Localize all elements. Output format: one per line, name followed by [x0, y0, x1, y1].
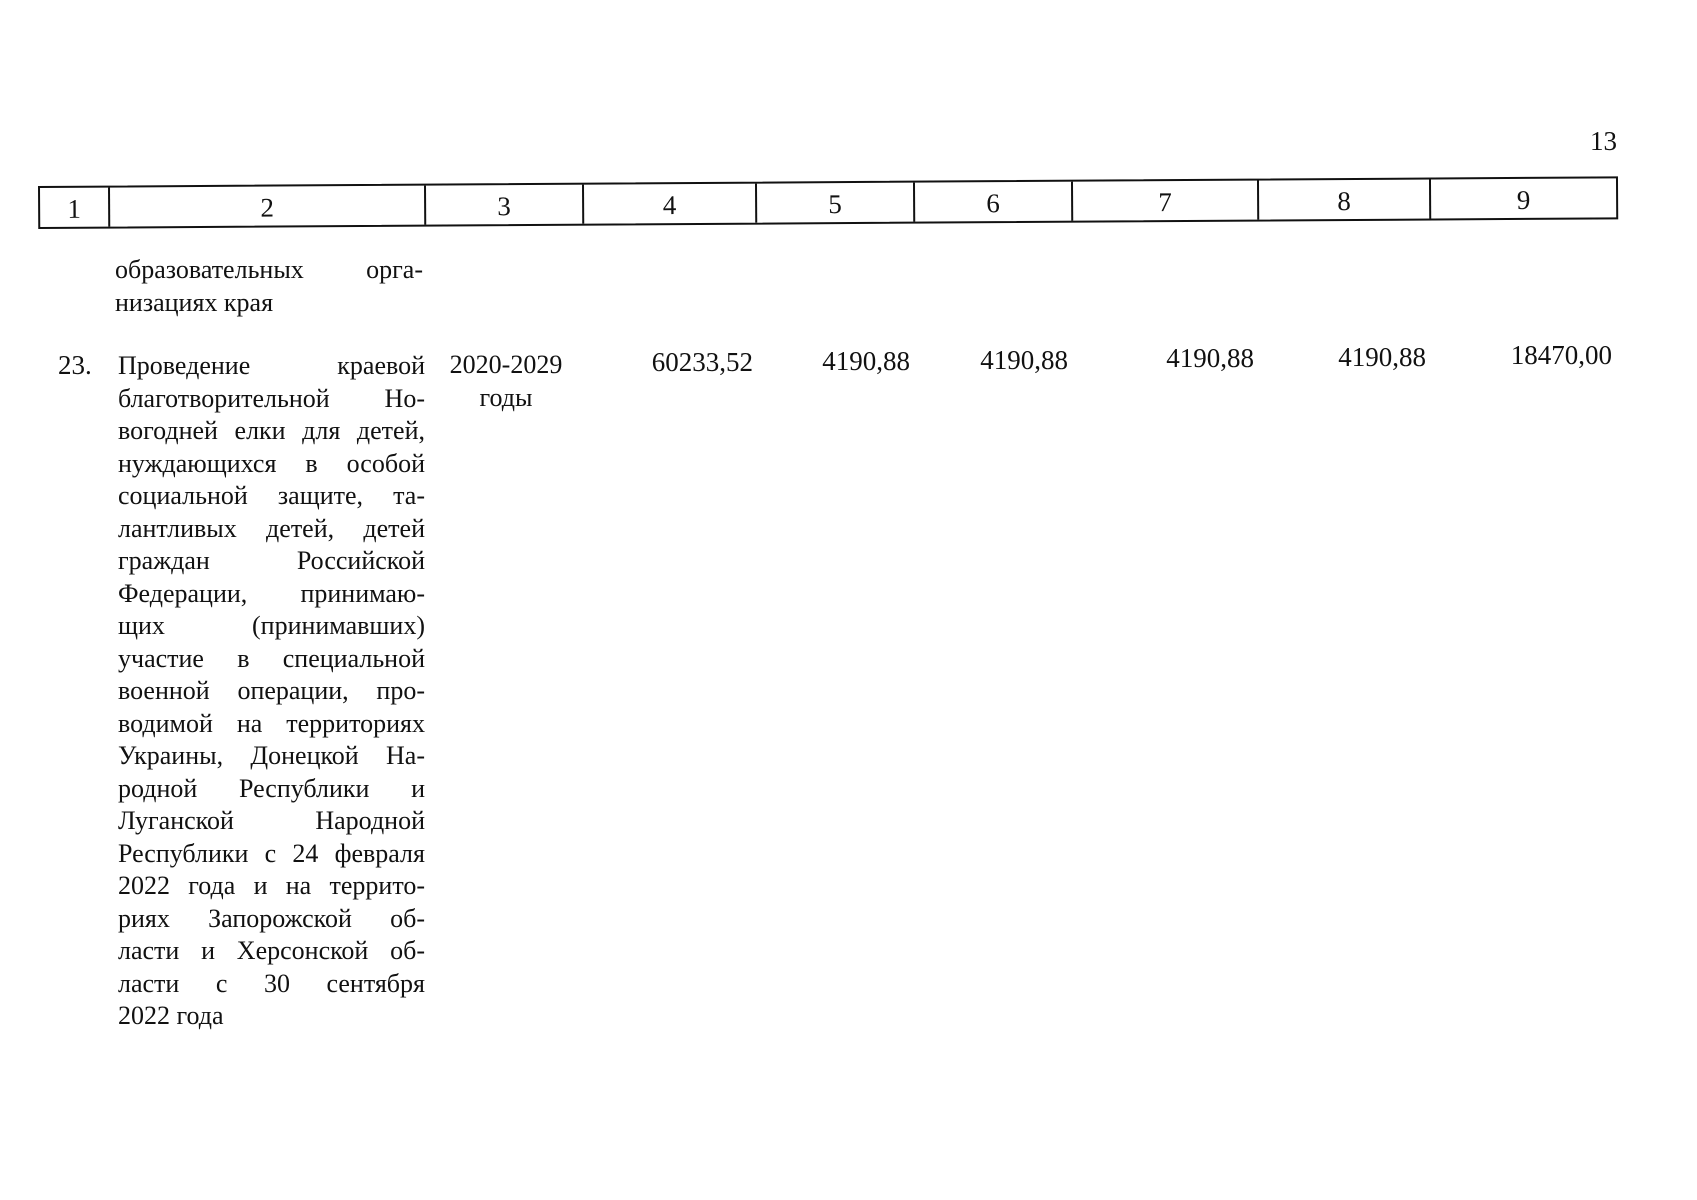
header-col-3: 3	[426, 185, 584, 225]
header-col-4: 4	[584, 184, 757, 224]
period-line: годы	[479, 383, 533, 412]
value-col-4: 60233,52	[651, 347, 753, 377]
description-line: благотворительной Но-	[118, 383, 425, 413]
description-line: Луганской Народной	[118, 806, 425, 835]
description-line: ласти с 30 сентября	[118, 968, 425, 998]
description-line: участие в специальной	[118, 643, 425, 673]
description-line: Республики с 24 февраля	[118, 838, 425, 868]
description-line: нуждающихся в особой	[118, 448, 425, 478]
continued-description	[115, 253, 423, 319]
description-line: ласти и Херсонской об-	[118, 936, 425, 965]
continued-line: образовательных орга-	[115, 255, 423, 284]
description-line: лантливых детей, детей	[118, 513, 425, 543]
value-col-7: 4190,88	[1166, 343, 1254, 373]
description-line: риях Запорожской об-	[118, 903, 425, 933]
description-line: родной Республики и	[118, 773, 425, 803]
header-col-6: 6	[915, 182, 1073, 222]
page-number: 13	[1590, 126, 1617, 156]
header-col-9: 9	[1516, 184, 1531, 215]
table-header-row	[38, 176, 1618, 229]
value-col-5: 4190,88	[822, 346, 910, 376]
header-col-7: 7	[1073, 181, 1259, 221]
value-col-9: 18470,00	[1510, 340, 1612, 370]
description-line: Украины, Донецкой На-	[118, 741, 425, 770]
value-col-6: 4190,88	[980, 345, 1068, 375]
header-col-2: 2	[110, 186, 426, 227]
header-col-8: 8	[1259, 179, 1431, 219]
header-col-1: 1	[40, 188, 110, 227]
row-period	[440, 348, 572, 414]
description-line: социальной защите, та-	[118, 481, 425, 510]
description-line: вогодней елки для детей,	[118, 416, 425, 445]
description-line: Проведение краевой	[118, 351, 425, 380]
period-line: 2020-2029	[449, 350, 563, 379]
description-line: щих (принимавших)	[118, 611, 425, 640]
description-line: Федерации, принимаю-	[118, 578, 425, 608]
description-line: 2022 года	[118, 1001, 224, 1030]
row-number: 23.	[58, 350, 92, 380]
description-line: 2022 года и на террито-	[118, 871, 425, 900]
description-line: граждан Российской	[118, 546, 425, 575]
description-line: водимой на территориях	[118, 708, 425, 738]
continued-line: низациях края	[115, 288, 274, 317]
description-line: военной операции, про-	[118, 676, 425, 705]
header-col-5: 5	[757, 183, 915, 223]
value-col-8: 4190,88	[1338, 342, 1426, 372]
row-description	[118, 350, 425, 1033]
